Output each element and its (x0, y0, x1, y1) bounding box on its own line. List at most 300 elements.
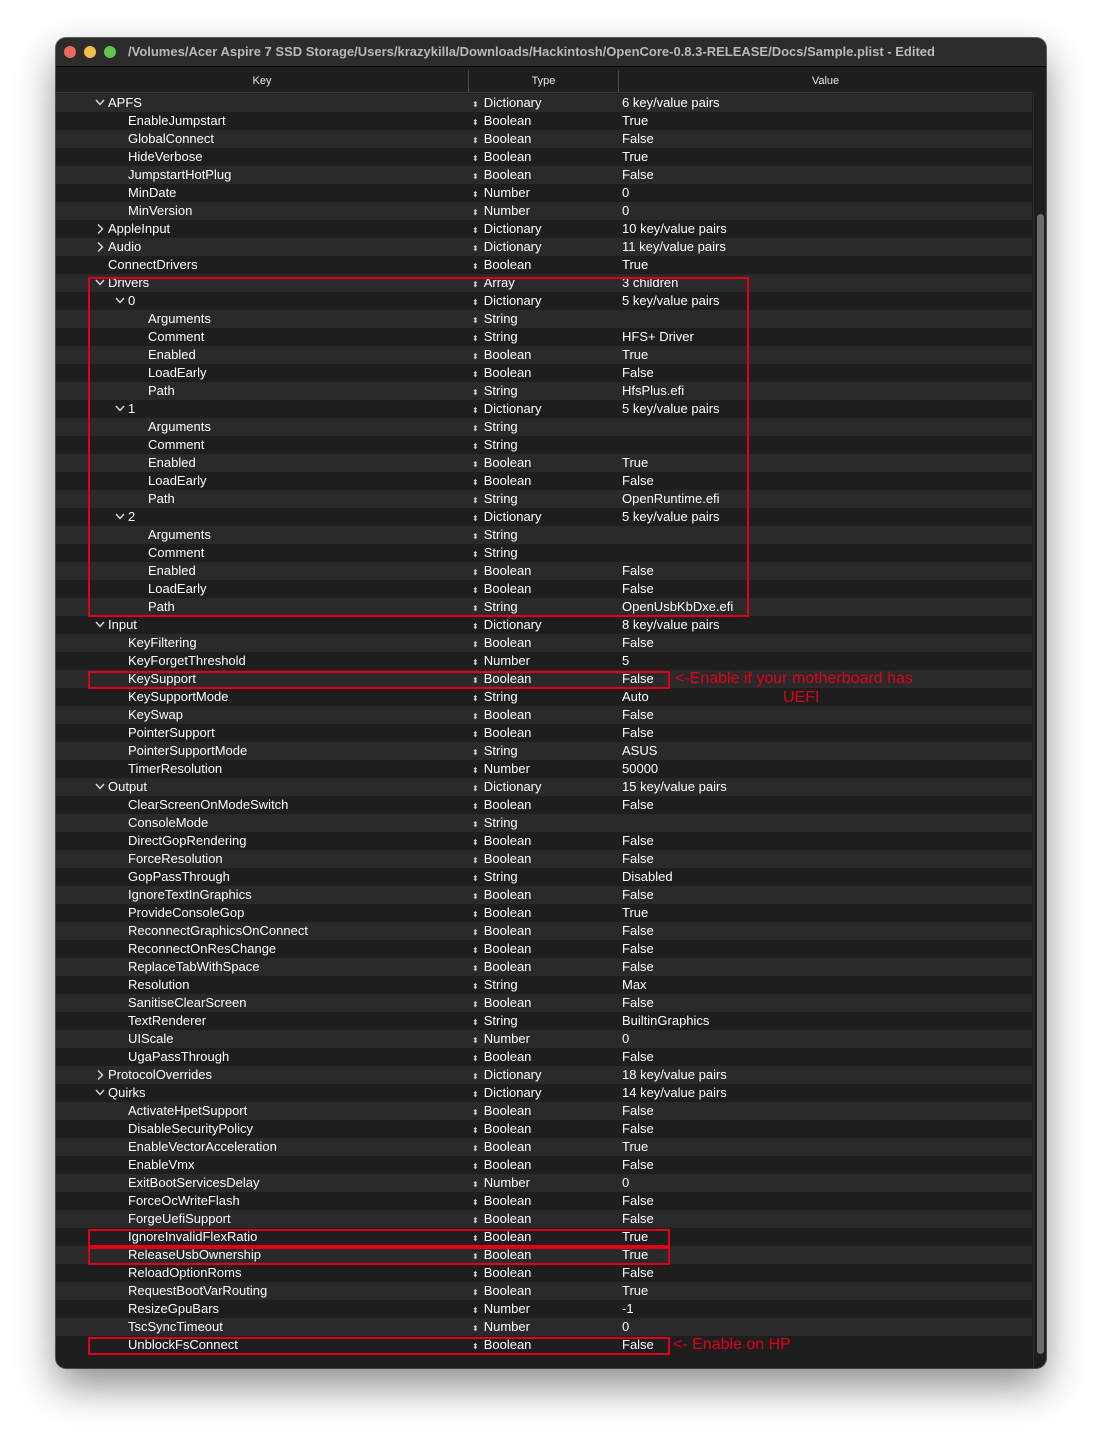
outline-row[interactable] (56, 868, 1032, 886)
type-popup[interactable] (472, 976, 518, 996)
up-down-arrows-icon[interactable]: ⬍ (472, 352, 479, 361)
up-down-arrows-icon[interactable]: ⬍ (472, 532, 479, 541)
value-cell[interactable]: False (622, 707, 654, 722)
value-cell[interactable]: 8 key/value pairs (622, 617, 720, 632)
outline-row[interactable] (56, 1138, 1032, 1156)
type-popup[interactable] (472, 1336, 531, 1356)
type-popup[interactable] (472, 1318, 530, 1338)
outline-row[interactable] (56, 832, 1032, 850)
outline-row[interactable] (56, 544, 1032, 562)
value-cell[interactable]: False (622, 131, 654, 146)
type-popup[interactable] (472, 238, 542, 258)
outline-row[interactable] (56, 814, 1032, 832)
type-popup[interactable] (472, 328, 518, 348)
type-popup[interactable] (472, 940, 531, 960)
up-down-arrows-icon[interactable]: ⬍ (472, 892, 479, 901)
up-down-arrows-icon[interactable]: ⬍ (472, 442, 479, 451)
type-popup[interactable] (472, 148, 531, 168)
up-down-arrows-icon[interactable]: ⬍ (472, 982, 479, 991)
type-popup[interactable] (472, 904, 531, 924)
type-popup[interactable] (472, 1012, 518, 1032)
value-cell[interactable]: 15 key/value pairs (622, 779, 727, 794)
up-down-arrows-icon[interactable]: ⬍ (472, 1342, 479, 1351)
up-down-arrows-icon[interactable]: ⬍ (472, 280, 479, 289)
outline-row[interactable] (56, 1012, 1032, 1030)
value-cell[interactable]: False (622, 563, 654, 578)
outline-row[interactable] (56, 1246, 1032, 1264)
value-cell[interactable]: False (622, 959, 654, 974)
outline-row[interactable] (56, 508, 1032, 526)
value-cell[interactable]: False (622, 851, 654, 866)
outline-row[interactable] (56, 760, 1032, 778)
value-cell[interactable]: False (622, 1157, 654, 1172)
plist-editor-window (56, 38, 1046, 1368)
column-header-key[interactable]: Key (56, 70, 469, 92)
value-cell[interactable]: Max (622, 977, 647, 992)
up-down-arrows-icon[interactable]: ⬍ (472, 748, 479, 757)
up-down-arrows-icon[interactable]: ⬍ (472, 838, 479, 847)
up-down-arrows-icon[interactable]: ⬍ (472, 946, 479, 955)
type-popup[interactable] (472, 886, 531, 906)
outline-row[interactable] (56, 400, 1032, 418)
outline-row[interactable] (56, 742, 1032, 760)
type-popup[interactable] (472, 1102, 531, 1122)
type-popup[interactable] (472, 1120, 531, 1140)
outline-row[interactable] (56, 202, 1032, 220)
up-down-arrows-icon[interactable]: ⬍ (472, 460, 479, 469)
type-popup[interactable] (472, 418, 518, 438)
outline-row[interactable] (56, 688, 1032, 706)
up-down-arrows-icon[interactable]: ⬍ (472, 406, 479, 415)
type-popup[interactable] (472, 832, 531, 852)
type-popup[interactable] (472, 346, 531, 366)
value-cell[interactable]: False (622, 1265, 654, 1280)
up-down-arrows-icon[interactable]: ⬍ (472, 1234, 479, 1243)
outline-row[interactable] (56, 598, 1032, 616)
outline-row[interactable] (56, 1066, 1032, 1084)
up-down-arrows-icon[interactable]: ⬍ (472, 1108, 479, 1117)
outline-row[interactable] (56, 706, 1032, 724)
type-popup[interactable] (472, 922, 531, 942)
outline-row[interactable] (56, 184, 1032, 202)
type-popup[interactable] (472, 598, 518, 618)
outline-row[interactable] (56, 634, 1032, 652)
type-popup[interactable] (472, 1066, 542, 1086)
up-down-arrows-icon[interactable]: ⬍ (472, 874, 479, 883)
outline-row[interactable] (56, 256, 1032, 274)
up-down-arrows-icon[interactable]: ⬍ (472, 118, 479, 127)
up-down-arrows-icon[interactable]: ⬍ (472, 766, 479, 775)
up-down-arrows-icon[interactable]: ⬍ (472, 100, 479, 109)
type-label: String (483, 743, 518, 758)
type-popup[interactable] (472, 454, 531, 474)
type-label: Number (483, 1319, 530, 1334)
value-cell[interactable]: 5 key/value pairs (622, 401, 720, 416)
up-down-arrows-icon[interactable]: ⬍ (472, 964, 479, 973)
outline-row[interactable] (56, 1336, 1032, 1354)
value-cell[interactable]: 0 (622, 1175, 630, 1190)
type-popup[interactable] (472, 1300, 530, 1320)
close-button[interactable] (64, 46, 76, 58)
value-cell[interactable]: False (622, 1337, 654, 1352)
outline-row[interactable] (56, 652, 1032, 670)
type-label: Boolean (483, 1229, 532, 1244)
type-popup[interactable] (472, 94, 542, 114)
value-cell[interactable]: True (622, 149, 649, 164)
type-popup[interactable] (472, 616, 542, 636)
up-down-arrows-icon[interactable]: ⬍ (472, 190, 479, 199)
vertical-scrollbar[interactable] (1033, 94, 1046, 1368)
value-cell[interactable]: True (622, 1283, 649, 1298)
type-popup[interactable] (472, 202, 530, 222)
up-down-arrows-icon[interactable]: ⬍ (472, 244, 479, 253)
value-cell[interactable]: 10 key/value pairs (622, 221, 727, 236)
outline-row[interactable] (56, 940, 1032, 958)
outline-row[interactable] (56, 922, 1032, 940)
up-down-arrows-icon[interactable]: ⬍ (472, 1306, 479, 1315)
up-down-arrows-icon[interactable]: ⬍ (472, 388, 479, 397)
value-cell[interactable]: 5 (622, 653, 630, 668)
up-down-arrows-icon[interactable]: ⬍ (472, 424, 479, 433)
unblockfsconnect-note: <- Enable on HP (673, 1336, 791, 1353)
type-popup[interactable] (472, 796, 531, 816)
up-down-arrows-icon[interactable]: ⬍ (472, 802, 479, 811)
type-popup[interactable] (472, 724, 531, 744)
outline-row[interactable] (56, 976, 1032, 994)
up-down-arrows-icon[interactable]: ⬍ (472, 640, 479, 649)
outline-row[interactable] (56, 886, 1032, 904)
up-down-arrows-icon[interactable]: ⬍ (472, 658, 479, 667)
up-down-arrows-icon[interactable]: ⬍ (472, 1054, 479, 1063)
type-popup[interactable] (472, 994, 531, 1014)
up-down-arrows-icon[interactable]: ⬍ (472, 1000, 479, 1009)
outline-row[interactable] (56, 1174, 1032, 1192)
up-down-arrows-icon[interactable]: ⬍ (472, 478, 479, 487)
outline-row[interactable] (56, 1192, 1032, 1210)
value-cell[interactable]: 18 key/value pairs (622, 1067, 727, 1082)
outline-row[interactable] (56, 1102, 1032, 1120)
type-popup[interactable] (472, 166, 531, 186)
up-down-arrows-icon[interactable]: ⬍ (472, 586, 479, 595)
outline-row[interactable] (56, 418, 1032, 436)
value-cell[interactable]: 5 key/value pairs (622, 509, 720, 524)
outline-row[interactable] (56, 148, 1032, 166)
value-cell[interactable]: False (622, 473, 654, 488)
value-cell[interactable]: True (622, 1139, 649, 1154)
value-cell[interactable]: True (622, 257, 649, 272)
type-popup[interactable] (472, 508, 542, 528)
outline-row[interactable] (56, 328, 1032, 346)
type-popup[interactable] (472, 706, 531, 726)
type-popup[interactable] (472, 1264, 531, 1284)
up-down-arrows-icon[interactable]: ⬍ (472, 1162, 479, 1171)
outline-row[interactable] (56, 112, 1032, 130)
up-down-arrows-icon[interactable]: ⬍ (472, 1324, 479, 1333)
up-down-arrows-icon[interactable]: ⬍ (472, 730, 479, 739)
value-cell[interactable]: False (622, 167, 654, 182)
outline-row[interactable] (56, 238, 1032, 256)
outline-row[interactable] (56, 1210, 1032, 1228)
value-cell[interactable]: False (622, 1211, 654, 1226)
up-down-arrows-icon[interactable]: ⬍ (472, 1216, 479, 1225)
type-label: Boolean (483, 995, 532, 1010)
value-cell[interactable]: False (622, 725, 654, 740)
value-cell[interactable]: 3 children (622, 275, 679, 290)
outline-row[interactable] (56, 796, 1032, 814)
outline-row[interactable] (56, 724, 1032, 742)
outline-row[interactable] (56, 1300, 1032, 1318)
type-popup[interactable] (472, 490, 518, 510)
up-down-arrows-icon[interactable]: ⬍ (472, 514, 479, 523)
outline-row[interactable] (56, 616, 1032, 634)
outline-row[interactable] (56, 1120, 1032, 1138)
type-popup[interactable] (472, 670, 531, 690)
type-popup[interactable] (472, 868, 518, 888)
value-cell[interactable]: OpenUsbKbDxe.efi (622, 599, 734, 614)
type-popup[interactable] (472, 1138, 531, 1158)
up-down-arrows-icon[interactable]: ⬍ (472, 496, 479, 505)
value-cell[interactable]: True (622, 1247, 649, 1262)
type-popup[interactable] (472, 1210, 531, 1230)
outline-row[interactable] (56, 1228, 1032, 1246)
up-down-arrows-icon[interactable]: ⬍ (472, 1252, 479, 1261)
value-cell[interactable]: 5 key/value pairs (622, 293, 720, 308)
outline-row[interactable] (56, 310, 1032, 328)
value-cell[interactable]: False (622, 1103, 654, 1118)
up-down-arrows-icon[interactable]: ⬍ (472, 676, 479, 685)
value-cell[interactable]: HFS+ Driver (622, 329, 694, 344)
type-popup[interactable] (472, 1084, 542, 1104)
value-cell[interactable]: False (622, 887, 654, 902)
up-down-arrows-icon[interactable]: ⬍ (472, 370, 479, 379)
type-popup[interactable] (472, 256, 531, 276)
value-cell[interactable]: OpenRuntime.efi (622, 491, 720, 506)
outline-row[interactable] (56, 166, 1032, 184)
up-down-arrows-icon[interactable]: ⬍ (472, 694, 479, 703)
outline-row[interactable] (56, 382, 1032, 400)
outline-row[interactable] (56, 94, 1032, 112)
up-down-arrows-icon[interactable]: ⬍ (472, 1180, 479, 1189)
key-label: ActivateHpetSupport (128, 1103, 248, 1118)
type-label: String (483, 869, 518, 884)
type-popup[interactable] (472, 1282, 531, 1302)
up-down-arrows-icon[interactable]: ⬍ (472, 1090, 479, 1099)
outline-row[interactable] (56, 1264, 1032, 1282)
outline-row[interactable] (56, 292, 1032, 310)
type-popup[interactable] (472, 688, 518, 708)
value-cell[interactable]: False (622, 995, 654, 1010)
outline-row[interactable] (56, 490, 1032, 508)
outline-row[interactable] (56, 1318, 1032, 1336)
up-down-arrows-icon[interactable]: ⬍ (472, 568, 479, 577)
value-cell[interactable]: Disabled (622, 869, 673, 884)
up-down-arrows-icon[interactable]: ⬍ (472, 208, 479, 217)
value-cell[interactable]: Auto (622, 689, 649, 704)
outline-row[interactable] (56, 1084, 1032, 1102)
value-cell[interactable]: False (622, 581, 654, 596)
type-popup[interactable] (472, 130, 531, 150)
type-popup[interactable] (472, 1228, 531, 1248)
type-popup[interactable] (472, 364, 531, 384)
minimize-button[interactable] (84, 46, 96, 58)
type-popup[interactable] (472, 814, 518, 834)
type-popup[interactable] (472, 112, 531, 132)
value-cell[interactable]: BuiltinGraphics (622, 1013, 710, 1028)
up-down-arrows-icon[interactable]: ⬍ (472, 154, 479, 163)
value-cell[interactable]: False (622, 923, 654, 938)
type-popup[interactable] (472, 958, 531, 978)
outline-row[interactable] (56, 454, 1032, 472)
up-down-arrows-icon[interactable]: ⬍ (472, 1198, 479, 1207)
up-down-arrows-icon[interactable]: ⬍ (472, 928, 479, 937)
up-down-arrows-icon[interactable]: ⬍ (472, 136, 479, 145)
type-popup[interactable] (472, 850, 531, 870)
value-cell[interactable]: True (622, 905, 649, 920)
value-cell[interactable]: 6 key/value pairs (622, 95, 720, 110)
type-popup[interactable] (472, 1174, 530, 1194)
up-down-arrows-icon[interactable]: ⬍ (472, 172, 479, 181)
value-cell[interactable]: ASUS (622, 743, 658, 758)
up-down-arrows-icon[interactable]: ⬍ (472, 820, 479, 829)
type-popup[interactable] (472, 184, 530, 204)
up-down-arrows-icon[interactable]: ⬍ (472, 1018, 479, 1027)
zoom-button[interactable] (104, 46, 116, 58)
value-cell[interactable]: True (622, 347, 649, 362)
type-popup[interactable] (472, 580, 531, 600)
value-cell[interactable]: False (622, 797, 654, 812)
type-popup[interactable] (472, 220, 542, 240)
value-cell[interactable]: True (622, 113, 649, 128)
outline-row[interactable] (56, 364, 1032, 382)
up-down-arrows-icon[interactable]: ⬍ (472, 226, 479, 235)
column-header (56, 70, 1032, 93)
type-popup[interactable] (472, 526, 518, 546)
type-label: Boolean (483, 959, 532, 974)
type-popup[interactable] (472, 562, 531, 582)
key-label: UnblockFsConnect (128, 1337, 238, 1352)
column-header-type[interactable]: Type (469, 70, 619, 92)
up-down-arrows-icon[interactable]: ⬍ (472, 550, 479, 559)
type-popup[interactable] (472, 274, 515, 294)
outline-row[interactable] (56, 1282, 1032, 1300)
type-popup[interactable] (472, 292, 542, 312)
type-popup[interactable] (472, 634, 531, 654)
value-cell[interactable]: False (622, 1193, 654, 1208)
value-cell[interactable]: True (622, 455, 649, 470)
value-cell[interactable]: HfsPlus.efi (622, 383, 685, 398)
value-cell[interactable]: True (622, 1229, 649, 1244)
type-popup[interactable] (472, 778, 542, 798)
type-popup[interactable] (472, 472, 531, 492)
value-cell[interactable]: False (622, 941, 654, 956)
outline-row[interactable] (56, 436, 1032, 454)
type-popup[interactable] (472, 1246, 531, 1266)
outline-row[interactable] (56, 1156, 1032, 1174)
up-down-arrows-icon[interactable]: ⬍ (472, 1072, 479, 1081)
value-cell[interactable]: 11 key/value pairs (622, 239, 726, 254)
key-label: Comment (148, 437, 205, 452)
up-down-arrows-icon[interactable]: ⬍ (472, 316, 479, 325)
outline-row[interactable] (56, 130, 1032, 148)
type-popup[interactable] (472, 400, 542, 420)
up-down-arrows-icon[interactable]: ⬍ (472, 1036, 479, 1045)
value-cell[interactable]: 0 (622, 203, 630, 218)
value-cell[interactable]: -1 (622, 1301, 634, 1316)
up-down-arrows-icon[interactable]: ⬍ (472, 910, 479, 919)
up-down-arrows-icon[interactable]: ⬍ (472, 856, 479, 865)
outline-row[interactable] (56, 994, 1032, 1012)
value-cell[interactable]: False (622, 1049, 654, 1064)
outline-row[interactable] (56, 904, 1032, 922)
type-popup[interactable] (472, 310, 518, 330)
type-popup[interactable] (472, 742, 518, 762)
type-popup[interactable] (472, 1156, 531, 1176)
up-down-arrows-icon[interactable]: ⬍ (472, 712, 479, 721)
value-cell[interactable]: 0 (622, 1031, 630, 1046)
type-popup[interactable] (472, 1030, 530, 1050)
value-cell[interactable]: 14 key/value pairs (622, 1085, 727, 1100)
key-label: ReconnectGraphicsOnConnect (128, 923, 308, 938)
type-popup[interactable] (472, 652, 530, 672)
type-label: Boolean (483, 149, 532, 164)
outline-row[interactable] (56, 850, 1032, 868)
key-label: IgnoreTextInGraphics (128, 887, 252, 902)
type-popup[interactable] (472, 1192, 531, 1212)
value-cell[interactable]: False (622, 1121, 654, 1136)
outline-row[interactable] (56, 472, 1032, 490)
type-popup[interactable] (472, 436, 518, 456)
key-label: TimerResolution (128, 761, 223, 776)
up-down-arrows-icon[interactable]: ⬍ (472, 334, 479, 343)
outline-row[interactable] (56, 958, 1032, 976)
value-cell[interactable]: 0 (622, 185, 630, 200)
outline-row[interactable] (56, 346, 1032, 364)
outline-row[interactable] (56, 526, 1032, 544)
value-cell[interactable]: False (622, 365, 654, 380)
value-cell[interactable]: False (622, 833, 654, 848)
up-down-arrows-icon[interactable]: ⬍ (472, 622, 479, 631)
outline-row[interactable] (56, 220, 1032, 238)
up-down-arrows-icon[interactable]: ⬍ (472, 1270, 479, 1279)
type-popup[interactable] (472, 382, 518, 402)
scrollbar-thumb[interactable] (1037, 214, 1044, 1354)
key-label: Enabled (148, 563, 196, 578)
outline-row[interactable] (56, 562, 1032, 580)
type-popup[interactable] (472, 544, 518, 564)
up-down-arrows-icon[interactable]: ⬍ (472, 1144, 479, 1153)
up-down-arrows-icon[interactable]: ⬍ (472, 262, 479, 271)
value-cell[interactable]: False (622, 635, 654, 650)
value-cell[interactable]: 50000 (622, 761, 659, 776)
column-header-value[interactable]: Value (811, 75, 840, 87)
up-down-arrows-icon[interactable]: ⬍ (472, 298, 479, 307)
outline-row[interactable] (56, 580, 1032, 598)
up-down-arrows-icon[interactable]: ⬍ (472, 604, 479, 613)
outline-row[interactable] (56, 778, 1032, 796)
key-label: ProvideConsoleGop (128, 905, 245, 920)
up-down-arrows-icon[interactable]: ⬍ (472, 1126, 479, 1135)
outline-row[interactable] (56, 1030, 1032, 1048)
up-down-arrows-icon[interactable]: ⬍ (472, 1288, 479, 1297)
value-cell[interactable]: 0 (622, 1319, 630, 1334)
type-label: Boolean (483, 1337, 532, 1352)
up-down-arrows-icon[interactable]: ⬍ (472, 784, 479, 793)
type-popup[interactable] (472, 760, 530, 780)
type-popup[interactable] (472, 1048, 531, 1068)
outline-row[interactable] (56, 1048, 1032, 1066)
outline-row[interactable] (56, 274, 1032, 292)
value-cell[interactable]: False (622, 671, 654, 686)
